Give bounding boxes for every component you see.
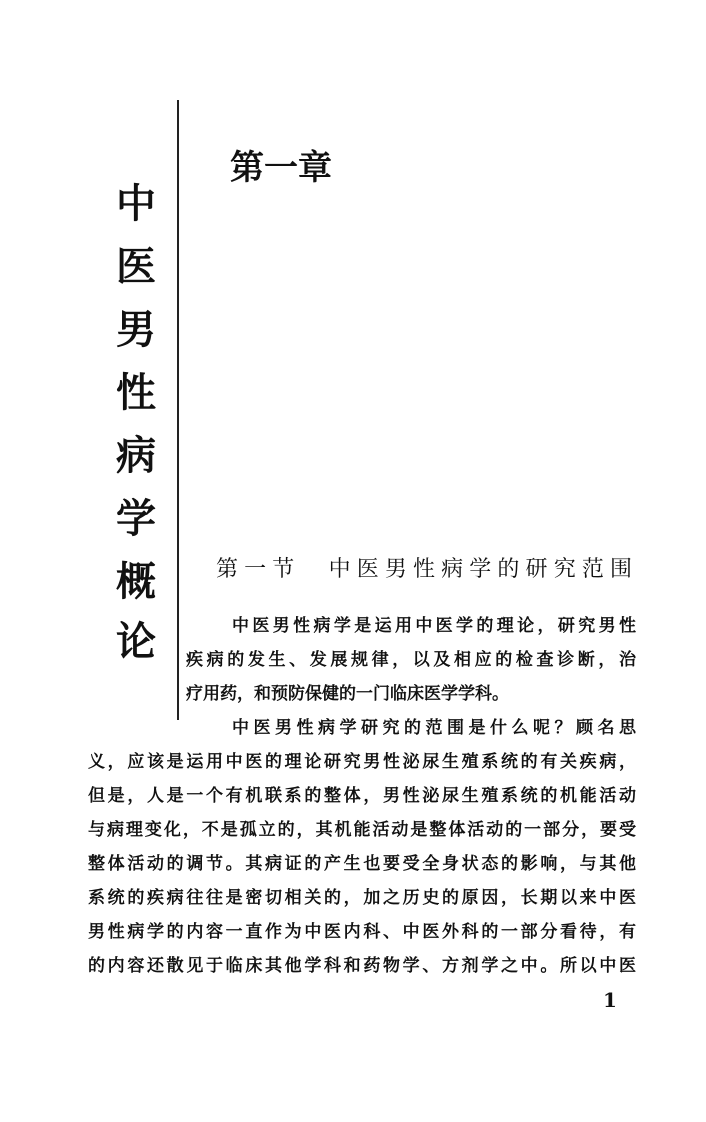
section-heading: 第一节 中医男性病学的研究范围 [216,557,632,582]
title-char: 学 [116,496,156,542]
text-line: 中医男性病学研究的范围是什么呢？顾名思 [232,718,636,738]
title-char: 性 [116,370,156,416]
text-line: 疾病的发生、发展规律，以及相应的检查诊断，治 [186,650,636,670]
text-line: 中医男性病学是运用中医学的理论，研究男性 [232,616,636,636]
text-line: 与病理变化，不是孤立的，其机能活动是整体活动的一部分，要受 [88,820,636,840]
text-line: 整体活动的调节。其病证的产生也要受全身状态的影响，与其他 [88,854,636,874]
vertical-divider [177,100,179,720]
text-line: 疗用药，和预防保健的一门临床医学学科。 [186,684,509,704]
text-line: 但是，人是一个有机联系的整体，男性泌尿生殖系统的机能活动 [88,786,636,806]
text-line: 系统的疾病往往是密切相关的，加之历史的原因，长期以来中医 [88,888,636,908]
title-char: 男 [116,307,156,353]
title-char: 中 [116,181,156,227]
title-char: 概 [116,559,156,605]
page-number: 1 [603,988,617,1012]
text-line: 的内容还散见于临床其他学科和药物学、方剂学之中。所以中医 [88,956,636,976]
title-char: 医 [116,244,156,290]
title-char: 病 [116,433,156,479]
chapter-heading: 第一章 [230,148,332,188]
text-line: 义，应该是运用中医的理论研究男性泌尿生殖系统的有关疾病， [88,752,636,772]
title-char: 论 [116,619,156,665]
text-line: 男性病学的内容一直作为中医内科、中医外科的一部分看待，有 [88,922,636,942]
